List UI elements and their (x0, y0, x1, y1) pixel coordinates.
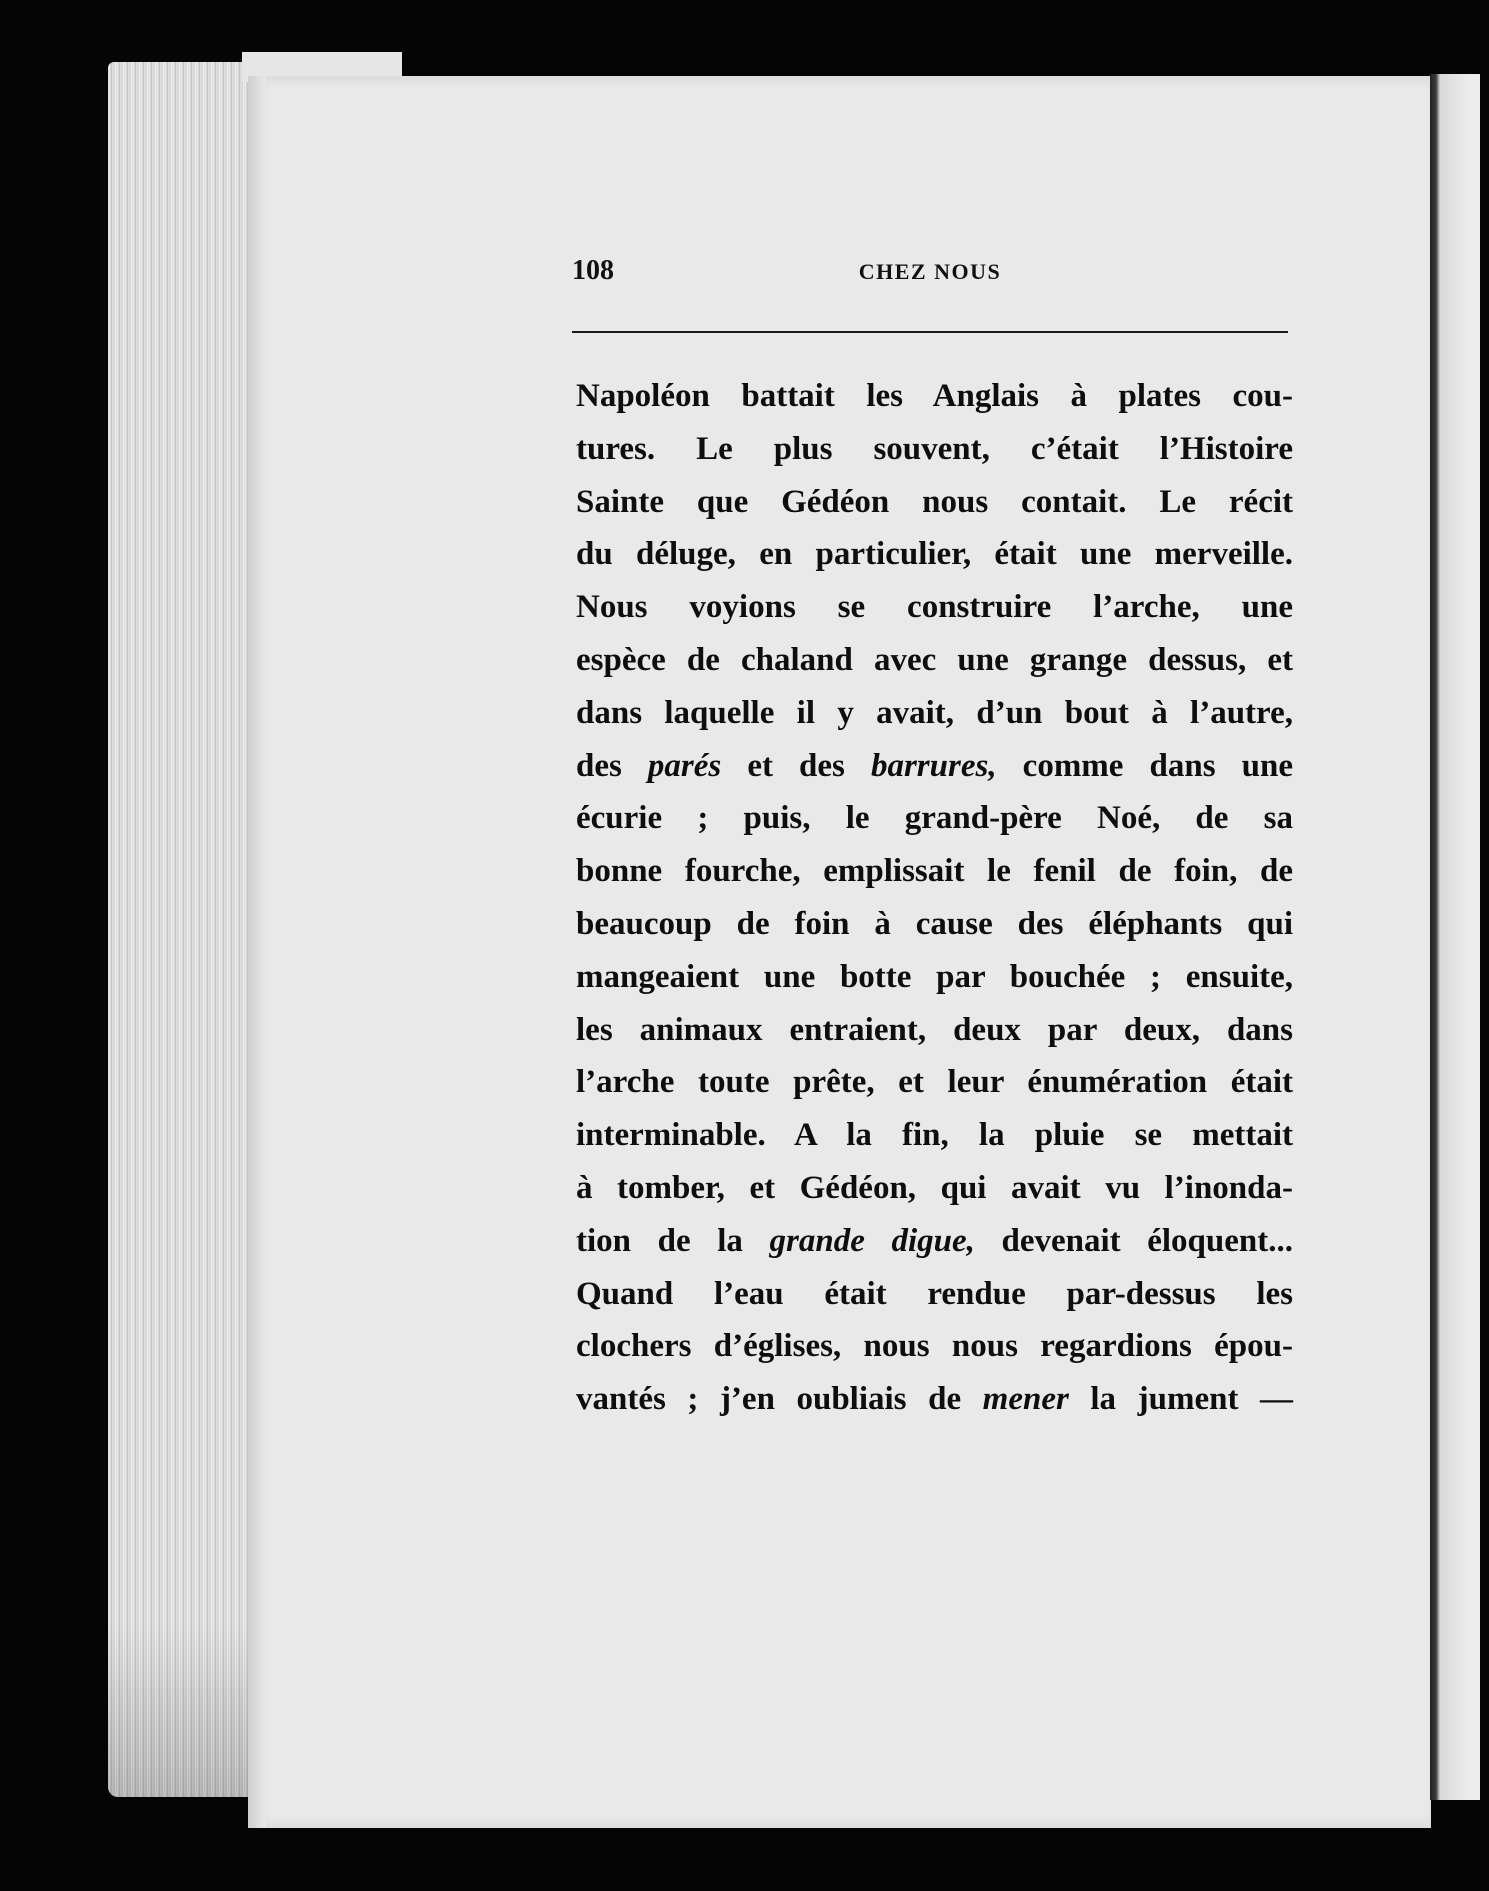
text-line: dans laquelle il y avait, d’un bout à l’autre, (576, 694, 1293, 731)
text-line: à tomber, et Gédéon, qui avait vu l’inonda- (576, 1169, 1293, 1206)
text-line: Sainte que Gédéon nous contait. Le récit (576, 483, 1293, 520)
body-text (576, 370, 1293, 1426)
text-line: mangeaient une botte par bouchée ; ensuite, (576, 958, 1293, 995)
text-line: espèce de chaland avec une grange dessus, et (576, 641, 1293, 678)
text-line: des parés et des barrures, comme dans une (576, 747, 1293, 784)
text-line: écurie ; puis, le grand-père Noé, de sa (576, 800, 1293, 837)
next-page-edge (1430, 74, 1480, 1800)
text-line: Nous voyions se construire l’arche, une (576, 589, 1293, 626)
text-line: clochers d’églises, nous nous regardions épou- (576, 1328, 1293, 1365)
text-line: vantés ; j’en oubliais de mener la jument — (576, 1381, 1293, 1418)
text-line: tion de la grande digue, devenait éloquent... (576, 1222, 1294, 1259)
page-gutter (248, 76, 266, 1828)
italic-word: parés (647, 747, 722, 784)
text-line: bonne fourche, emplissait le fenil de foin, de (576, 853, 1293, 890)
italic-word: grande digue, (769, 1222, 975, 1259)
page-number: 108 (572, 255, 614, 286)
text-line: tures. Le plus souvent, c’était l’Histoire (576, 430, 1293, 467)
text-line: Napoléon battait les Anglais à plates cou- (576, 378, 1293, 414)
text-line: l’arche toute prête, et leur énumération était (576, 1064, 1293, 1101)
italic-word: mener (982, 1381, 1069, 1418)
italic-word: barrures, (870, 747, 997, 784)
header-rule (572, 331, 1288, 333)
running-title: CHEZ NOUS (858, 259, 1002, 284)
page-stack-shadow (108, 1620, 258, 1800)
text-line: du déluge, en particulier, était une merveille. (576, 536, 1293, 573)
page-stack-edges (108, 62, 258, 1797)
page-header (572, 255, 1288, 295)
text-line: Quand l’eau était rendue par-dessus les (576, 1275, 1293, 1312)
text-line: les animaux entraient, deux par deux, dans (576, 1011, 1293, 1048)
text-line: interminable. A la fin, la pluie se mettait (576, 1117, 1293, 1154)
text-line: beaucoup de foin à cause des éléphants qui (576, 905, 1293, 942)
